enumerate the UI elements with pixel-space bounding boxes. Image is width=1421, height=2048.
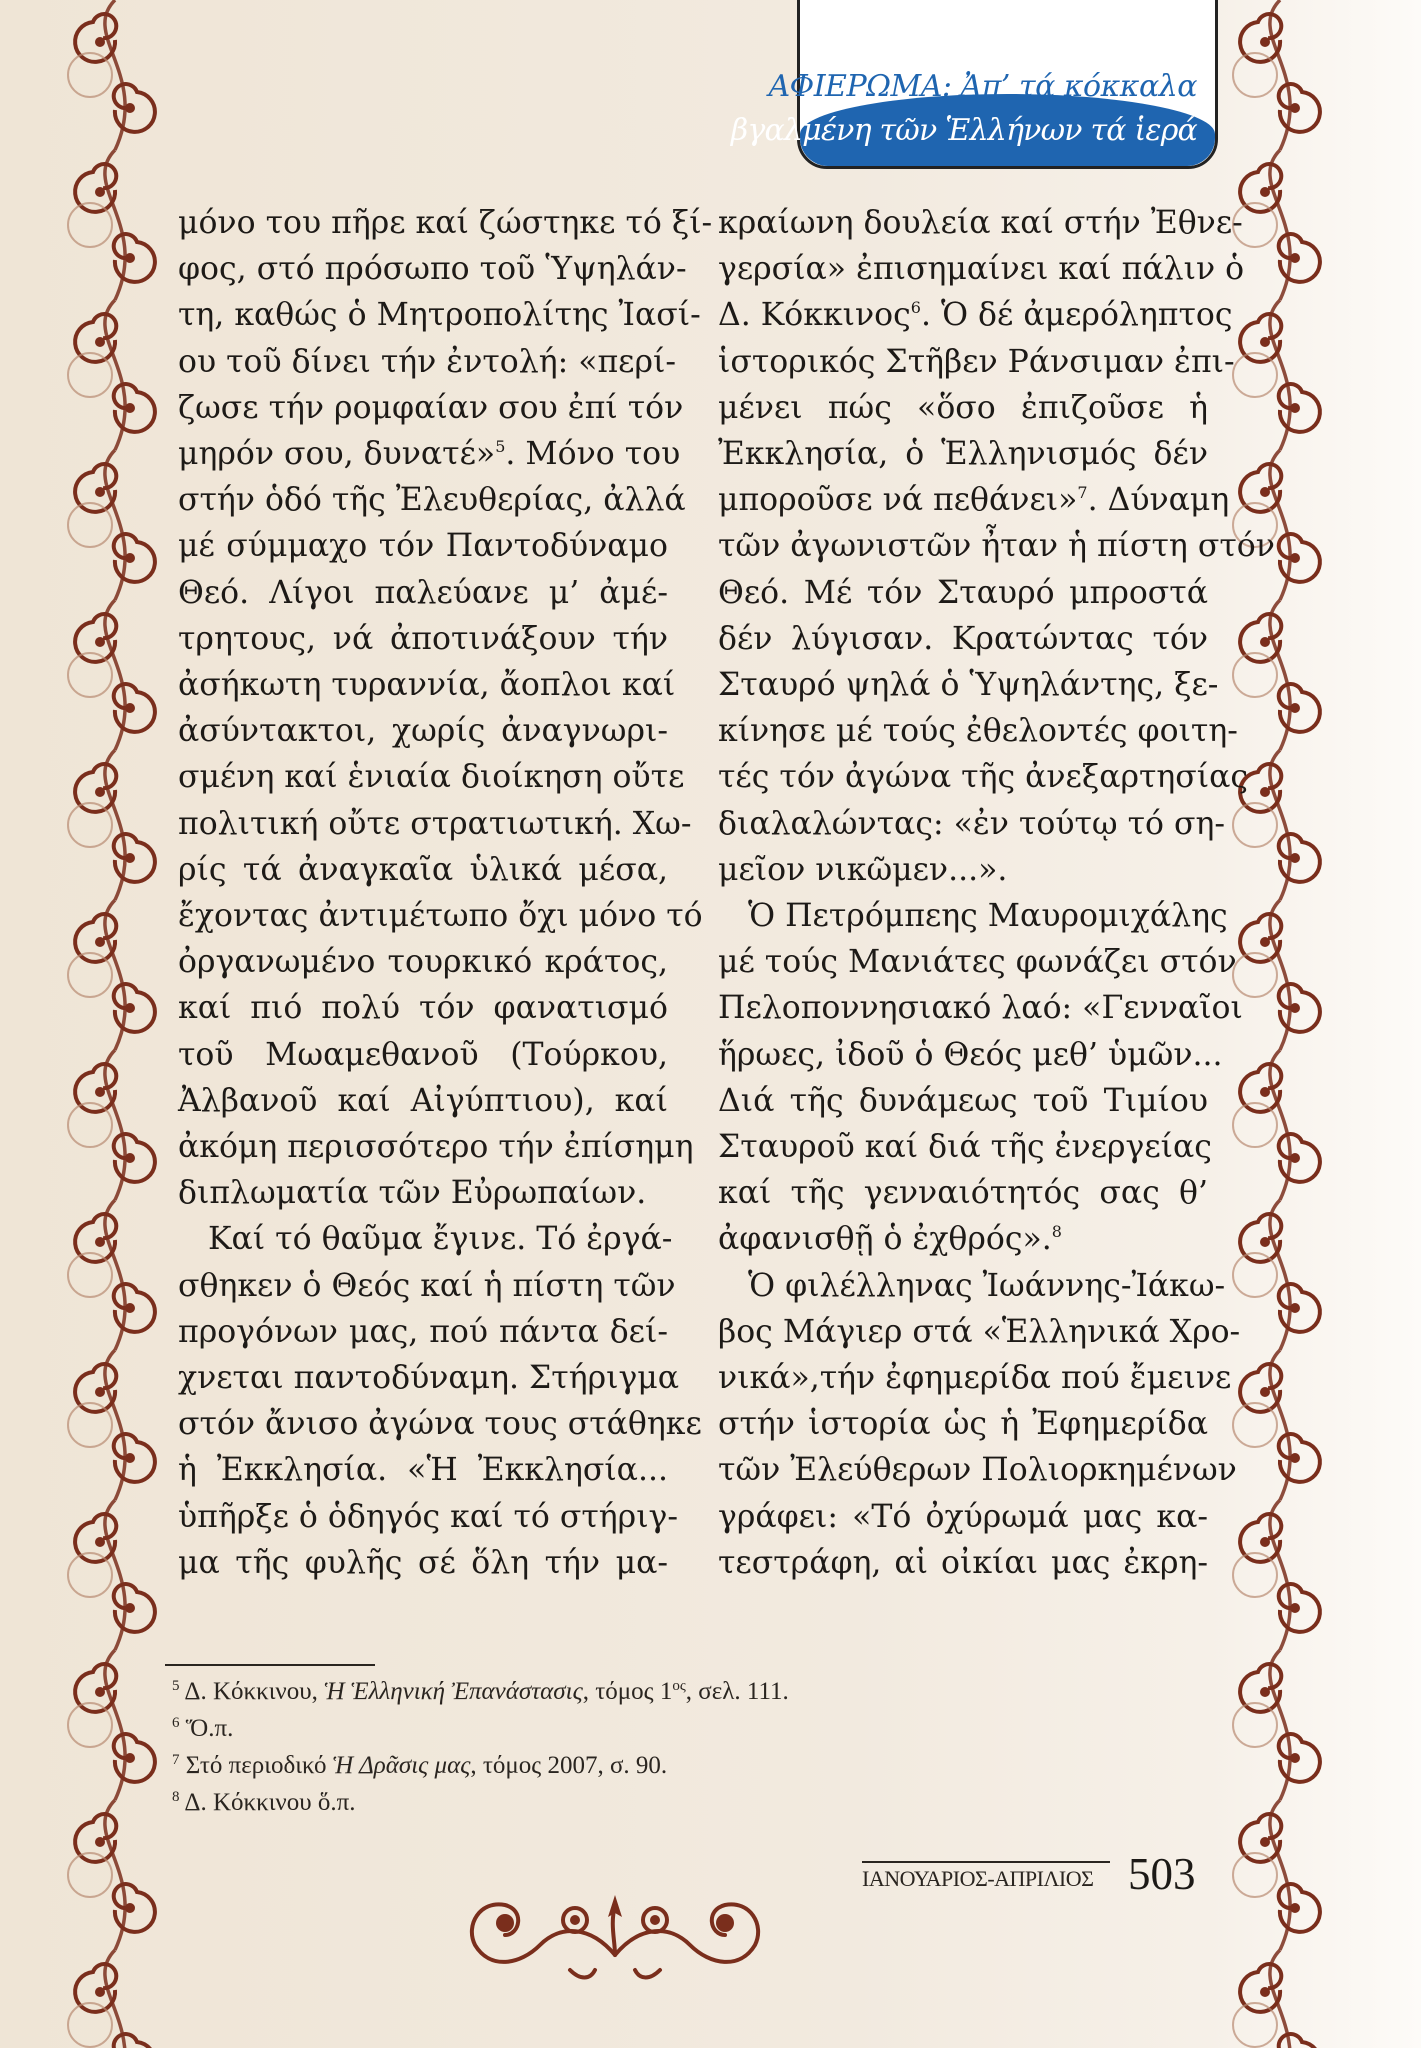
vine-bud [1260,1537,1270,1547]
text-fragment: μποροῦσε νά πεθάνει» [718,482,1078,519]
right-ornamental-border [1225,0,1335,1960]
vine-bud [125,853,135,863]
text-line: φος, στό πρόσωπο τοῦ Ὑψηλάν- [178,251,687,288]
vine-bud [125,1903,135,1913]
text-line: Διά τῆς δυνάμεως τοῦ Τιμίου [718,1082,1208,1119]
text-line: σθηκεν ὁ Θεός καί ἡ πίστη τῶν [178,1267,676,1304]
vine-bud [1260,1687,1270,1697]
text-line: ἔχοντας ἀντιμέτωπο ὄχι μόνο τό [178,898,703,935]
vine-bud [95,1987,105,1997]
text-line: διαλαλώντας: «ἐν τούτῳ τό ση- [718,805,1226,842]
text-line: Θεό. Λίγοι παλεύανε μ’ ἀμέ- [178,574,668,611]
flourish-ornament-icon [450,1885,780,1995]
text-line: ὀργανωμένο τουρκικό κράτος, [178,944,668,981]
text-fragment: ἀφανισθῇ ὁ ἐχθρός». [718,1221,1052,1258]
vine-bud [95,787,105,797]
text-line: μένει πώς «ὅσο ἐπιζοῦσε ἡ [718,389,1208,426]
vine-bud [95,1087,105,1097]
footnote-8 [172,1784,789,1821]
footnote-number: 5 [172,1678,180,1694]
vine-bud [125,103,135,113]
footnote-ref-6[interactable]: 6 [910,298,921,318]
text-fragment: μηρόν σου, δυνατέ» [178,436,496,473]
footnote-text: , σελ. 111. [685,1678,789,1705]
footnote-text: Δ. Κόκκινου ὅ.π. [184,1789,356,1816]
vine-curl [1279,2034,1320,2048]
paragraph-start-line: Ὁ Πετρόμπεης Μαυρομιχάλης [748,898,1228,935]
vine-bud [125,1753,135,1763]
text-line: στήν ἱστορία ὡς ἡ Ἐφημερίδα [718,1406,1208,1443]
text-line: μέ τούς Μανιάτες φωνάζει στόν [718,944,1237,981]
text-line: μέ σύμμαχο τόν Παντοδύναμο [178,528,668,565]
text-line: μα τῆς φυλῆς σέ ὅλη τήν μα- [178,1544,668,1581]
vine-bud [1290,1453,1300,1463]
vine-bud [1260,1987,1270,1997]
vine-bud [95,1837,105,1847]
vine-bud [1260,337,1270,347]
text-line: τές τόν ἀγώνα τῆς ἀνεξαρτησίας [718,759,1249,796]
vine-bud [1290,1753,1300,1763]
vine-bud [95,487,105,497]
text-line: τῶν ἀγωνιστῶν ἦταν ἡ πίστη στόν [718,528,1275,565]
footnote-text: Δ. Κόκκινου, [184,1678,325,1705]
text-line: τρητους, νά ἀποτινάξουν τήν [178,620,668,657]
vine-bud [1260,1387,1270,1397]
footer-divider [862,1861,1110,1863]
vine-bud [1290,103,1300,113]
footnote-ordinal: ος [672,1678,686,1694]
text-line: γερσία» ἐπισημαίνει καί πάλιν ὁ [718,251,1245,288]
vine-bud [1290,553,1300,563]
issue-months: ΙΑΝΟΥΑΡΙΟΣ-ΑΠΡΙΛΙΟΣ [862,1866,1094,1891]
vine-bud [125,1453,135,1463]
footnote-number: 6 [172,1715,180,1731]
footnotes [172,1673,789,1821]
text-line: Ἐκκλησία, ὁ Ἑλληνισμός δέν [718,436,1208,473]
vine-bud [125,1003,135,1013]
text-line: ἡ Ἐκκλησία. «Ἡ Ἐκκλησία... [178,1452,668,1489]
text-line: κίνησε μέ τούς ἐθελοντές φοιτη- [718,713,1238,750]
text-line-with-footnote [718,292,1233,338]
text-line: ἱστορικός Στῆβεν Ράνσιμαν ἐπι- [718,343,1235,380]
vine-bud [1290,403,1300,413]
left-text-column [178,200,713,1586]
vine-bud [125,253,135,263]
vine-bud [95,337,105,347]
section-subtitle: βγαλμένη τῶν Ἑλλήνων τά ἱερά [730,113,1197,148]
text-line: χνεται παντοδύναμη. Στήριγμα [178,1360,680,1397]
vine-bud [1260,1837,1270,1847]
text-line: καί πιό πολύ τόν φανατισμό [178,990,668,1027]
footnote-ref-7[interactable]: 7 [1077,483,1088,503]
text-line: ου τοῦ δίνει τήν ἐντολή: «περί- [178,343,677,380]
text-line: καί τῆς γενναιότητός σας θ’ [718,1175,1208,1212]
footnote-7 [172,1747,789,1784]
vine-bud [1290,253,1300,263]
vine-bud [1260,787,1270,797]
text-fragment: Δ. Κόκκινος [718,297,911,334]
text-line: ρίς τά ἀναγκαῖα ὑλικά μέσα, [178,851,668,888]
vine-bud [1290,1603,1300,1613]
text-line: Σταυροῦ καί διά τῆς ἐνεργείας [718,1129,1212,1166]
vine-bud [1290,703,1300,713]
text-line: Ἀλβανοῦ καί Αἰγύπτιου), καί [178,1082,668,1119]
page-number: 503 [1128,1849,1196,1899]
vine-bud [95,37,105,47]
scroll-vine-icon [60,0,170,1960]
paragraph-start-line: Καί τό θαῦμα ἔγινε. Τό ἐργά- [208,1221,673,1258]
footnote-5 [172,1673,789,1710]
footnote-title: Ἡ Ἑλληνική Ἐπανάστασις [324,1678,583,1705]
footnote-title: Ἡ Δρᾶσις μας [332,1752,471,1779]
footnote-number: 7 [172,1752,180,1768]
left-ornamental-border [60,0,170,1960]
text-line: πολιτική οὔτε στρατιωτική. Χω- [178,805,692,842]
vine-bud [125,403,135,413]
bottom-ornament [450,1885,780,1995]
text-line: ὑπῆρξε ὁ ὁδηγός καί τό στήριγ- [178,1498,679,1535]
text-line: γράφει: «Τό ὀχύρωμά μας κα- [718,1498,1208,1535]
vine-bud [125,1603,135,1613]
right-text-column [718,200,1275,1586]
text-line-with-footnote [718,477,1230,523]
text-line-with-footnote [178,431,681,477]
text-line: στόν ἄνισο ἀγώνα τους στάθηκε [178,1406,702,1443]
vine-bud [95,187,105,197]
vine-bud [1260,37,1270,47]
text-fragment: . Δύναμη [1087,482,1230,519]
vine-bud [1260,1087,1270,1097]
text-line: στήν ὁδό τῆς Ἐλευθερίας, ἀλλά [178,482,686,519]
text-line: Σταυρό ψηλά ὁ Ὑψηλάντης, ξε- [718,667,1219,704]
vine-curl [114,2034,155,2048]
text-line: μόνο του πῆρε καί ζώστηκε τό ξί- [178,205,713,241]
text-line: ἀσύντακτοι, χωρίς ἀναγνωρι- [178,713,668,750]
vine-bud [1260,187,1270,197]
vine-bud [1260,937,1270,947]
text-line: Πελοποννησιακό λαό: «Γενναῖοι [718,990,1243,1027]
vine-bud [1260,1237,1270,1247]
vine-bud [95,1687,105,1697]
text-line: ἀκόμη περισσότερο τήν ἐπίσημη [178,1129,694,1166]
paragraph-start-line: Ὁ φιλέλληνας Ἰωάννης-Ἰάκω- [748,1267,1226,1304]
text-line: τοῦ Μωαμεθανοῦ (Τούρκου, [178,1036,668,1073]
text-line: ζωσε τήν ρομφαίαν σου ἐπί τόν [178,389,684,426]
footnote-number: 8 [172,1789,180,1805]
vine-bud [1290,853,1300,863]
vine-bud [1290,1303,1300,1313]
vine-bud [95,1237,105,1247]
vine-bud [95,1537,105,1547]
footnote-divider [165,1664,375,1666]
footnote-text: Ὅ.π. [185,1715,234,1742]
vine-bud [125,1153,135,1163]
vine-bud [95,937,105,947]
vine-bud [1290,1153,1300,1163]
footnote-text: , τόμος 2007, σ. 90. [470,1752,668,1779]
scroll-vine-icon [1225,0,1335,1960]
text-line: σμένη καί ἑνιαία διοίκηση οὔτε [178,759,685,796]
text-line: ἥρωες, ἰδοῦ ὁ Θεός μεθ’ ὑμῶν... [718,1036,1223,1073]
text-line: τῶν Ἐλεύθερων Πολιορκημένων [718,1452,1237,1489]
text-line: νικά»,τήν ἐφημερίδα πού ἔμεινε [718,1360,1232,1397]
text-line: προγόνων μας, πού πάντα δεί- [178,1313,668,1350]
text-line: κραίωνη δουλεία καί στήν Ἐθνε- [718,205,1243,241]
text-fragment: . Μόνο του [505,436,681,473]
text-line: Θεό. Μέ τόν Σταυρό μπροστά [718,574,1208,611]
vine-bud [95,1387,105,1397]
text-line: τεστράφη, αἱ οἰκίαι μας ἐκρη- [718,1544,1208,1581]
vine-bud [125,703,135,713]
section-header-box [730,0,1218,169]
vine-bud [1290,1003,1300,1013]
footnote-ref-8[interactable]: 8 [1051,1222,1062,1242]
footnote-ref-5[interactable]: 5 [495,437,506,457]
section-title: ΑΦΙΕΡΩΜΑ: Ἀπ’ τά κόκκαλα [768,69,1197,104]
text-line: διπλωματία τῶν Εὐρωπαίων. [178,1175,647,1212]
vine-bud [95,637,105,647]
text-line: ἀσήκωτη τυραννία, ἄοπλοι καί [178,667,676,704]
vine-bud [1290,1903,1300,1913]
footnote-text: Στό περιοδικό [185,1752,333,1779]
text-line: βος Μάγιερ στά «Ἑλληνικά Χρο- [718,1313,1241,1350]
text-line: τη, καθώς ὁ Μητροπολίτης Ἰασί- [178,297,701,334]
vine-bud [1260,637,1270,647]
footnote-text: , τόμος 1 [582,1678,673,1705]
text-line: μεῖον νικῶμεν...». [718,851,1008,888]
text-line: δέν λύγισαν. Κρατώντας τόν [718,620,1208,657]
vine-bud [125,553,135,563]
text-fragment: . Ὁ δέ ἀμερόληπτος [920,297,1233,334]
footnote-6 [172,1710,789,1747]
vine-bud [1260,487,1270,497]
text-line-with-footnote [718,1216,1208,1262]
vine-bud [125,1303,135,1313]
